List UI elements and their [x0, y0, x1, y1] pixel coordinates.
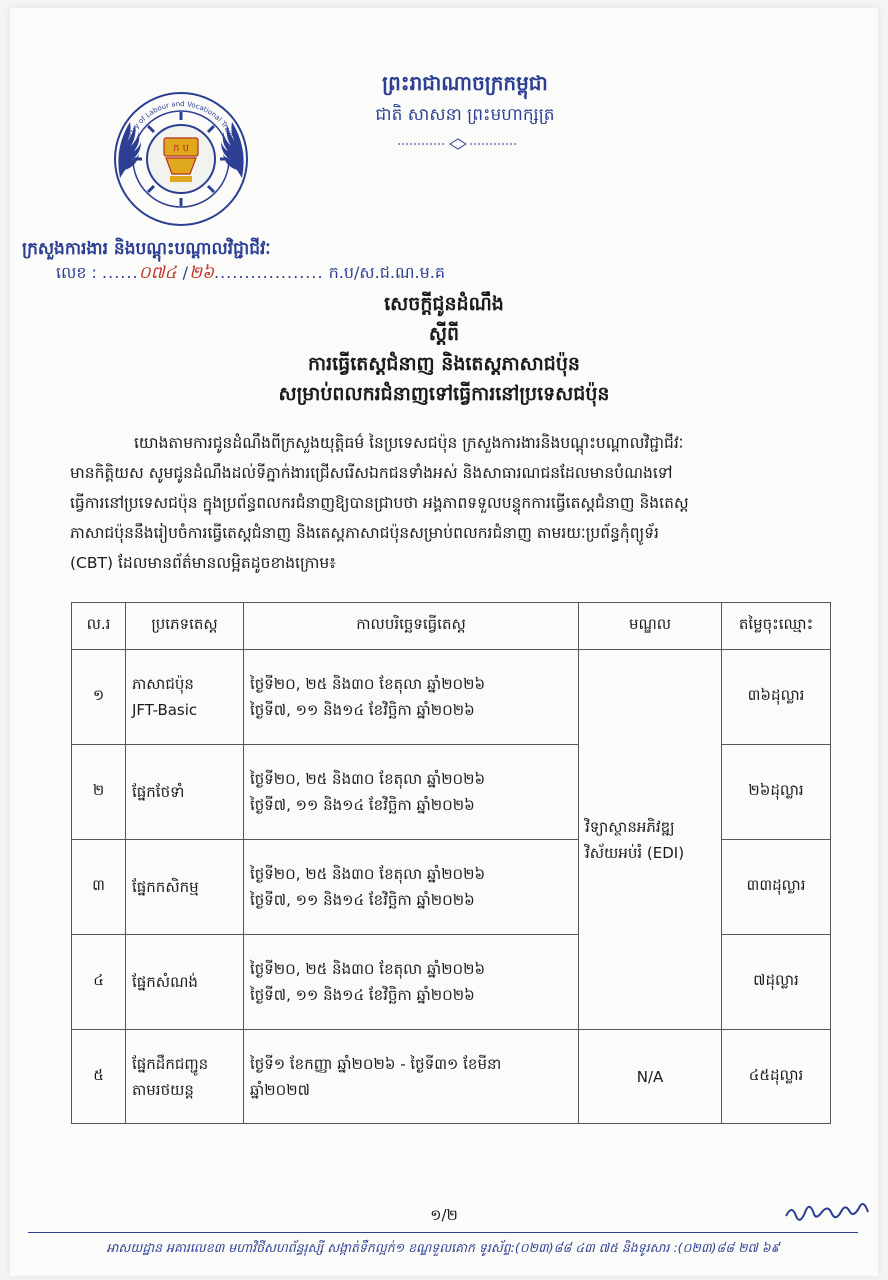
- ministry-name: ក្រសួងការងារ និងបណ្តុះបណ្តាលវិជ្ជាជីវៈ: [22, 239, 271, 259]
- row-dates: ថ្ងៃទី១ ខែកញ្ញា ឆ្នាំ២០២៦ - ថ្ងៃទី៣១ ខែមីនា ឆ្នាំ២០២៧: [244, 1030, 579, 1124]
- table-row: [72, 1030, 831, 1124]
- row-center-shared: វិទ្យាស្ថានអភិវឌ្ឍ វិស័យអប់រំ (EDI): [579, 650, 722, 1030]
- body-line: យោងតាមការជូនដំណឹងពីក្រសួងយុត្តិធម៌ នៃប្រទេសជប៉ុន ក្រសួងការងារនិងបណ្តុះបណ្តាលវិជ្ជាជីវៈ: [134, 434, 684, 452]
- header-test-date: កាលបរិច្ឆេទធ្វើតេស្ត: [244, 603, 579, 650]
- row-dates: ថ្ងៃទី២០, ២៥ និង៣០ ខែតុលា ឆ្នាំ២០២៦ ថ្ងៃទី៧, ១១ និង១៤ ខែវិច្ឆិកា ឆ្នាំ២០២៦: [244, 840, 579, 935]
- page-number: ១/២: [430, 1206, 458, 1224]
- notice-subject-line1: ការធ្វើតេស្តជំនាញ និងតេស្តភាសាជប៉ុន: [308, 353, 580, 375]
- row-dates: ថ្ងៃទី២០, ២៥ និង៣០ ខែតុលា ឆ្នាំ២០២៦ ថ្ងៃទី៧, ១១ និង១៤ ខែវិច្ឆិកា ឆ្នាំ២០២៦: [244, 745, 579, 840]
- row-no: ៣: [72, 840, 126, 935]
- handwritten-initials: [782, 1198, 876, 1228]
- row-dates: ថ្ងៃទី២០, ២៥ និង៣០ ខែតុលា ឆ្នាំ២០២៦ ថ្ងៃទី៧, ១១ និង១៤ ខែវិច្ឆិកា ឆ្នាំ២០២៦: [244, 650, 579, 745]
- row-center: N/A: [579, 1030, 722, 1124]
- body-line: ធ្វើការនៅប្រទេសជប៉ុន ក្នុងប្រព័ន្ធពលករជំនាញឱ្យបានជ្រាបថា អង្គភាពទទួលបន្ទុកការធ្វើតេស្តជំនាញ និងតេស្ត: [70, 494, 689, 512]
- footer-address: អាសយដ្ឋាន អគារលេខ៣ មហាវិថីសហព័ន្ធរុស្សី សង្កាត់ទឹកល្អក់១ ខណ្ឌទួលគោក ទូរស័ព្ទ:(០២៣)៨៨ ៤៣ ៧៥ និងទូរសារ :(០២៣)៨៨ ២៧ ៦៩: [106, 1240, 780, 1255]
- reference-number: លេខ : ......០៧៤ /២៦.................. ក.ប/ស.ជ.ណ.ម.គ: [56, 263, 445, 283]
- notice-subject-label: ស្តីពី: [428, 323, 460, 345]
- row-type: ផ្នែកថែទាំ: [126, 745, 244, 840]
- row-type: ផ្នែកកសិកម្ម: [126, 840, 244, 935]
- kingdom-heading: ព្រះរាជាណាចក្រកម្ពុជា: [382, 71, 548, 95]
- notice-body: [70, 428, 835, 578]
- row-dates: ថ្ងៃទី២០, ២៥ និង៣០ ខែតុលា ឆ្នាំ២០២៦ ថ្ងៃទី៧, ១១ និង១៤ ខែវិច្ឆិកា ឆ្នាំ២០២៦: [244, 935, 579, 1030]
- row-fee: ៧ដុល្លារ: [722, 935, 831, 1030]
- body-line: ភាសាជប៉ុននឹងរៀបចំការធ្វើតេស្តជំនាញ និងតេស្តភាសាជប៉ុនសម្រាប់ពលករជំនាញ តាមរយៈប្រព័ន្ធកុំព្យូទ័រ: [70, 524, 659, 542]
- notice-subject-line2: សម្រាប់ពលករជំនាញទៅធ្វើការនៅប្រទេសជប៉ុន: [278, 383, 610, 405]
- row-no: ១: [72, 650, 126, 745]
- ministry-logo: [108, 86, 254, 232]
- row-fee: ២៦ដុល្លារ: [722, 745, 831, 840]
- header-no: ល.រ: [72, 603, 126, 650]
- number-code: ក.ប/ស.ជ.ណ.ម.គ: [328, 263, 445, 282]
- row-fee: ៣៦ដុល្លារ: [722, 650, 831, 745]
- header-test-type: ប្រភេទតេស្ត: [126, 603, 244, 650]
- number-value: ០៧៤: [138, 263, 177, 283]
- row-no: ៤: [72, 935, 126, 1030]
- row-type: ផ្នែកដឹកជញ្ជូន តាមរថយន្ត: [126, 1030, 244, 1124]
- row-type: ផ្នែកសំណង់: [126, 935, 244, 1030]
- row-fee: ៣៣ដុល្លារ: [722, 840, 831, 935]
- number-label: លេខ :: [56, 263, 97, 282]
- test-schedule-table: [71, 602, 831, 1124]
- ornament-divider: [398, 138, 518, 150]
- row-no: ៥: [72, 1030, 126, 1124]
- notice-title: សេចក្តីជូនដំណឹង: [384, 293, 504, 315]
- row-no: ២: [72, 745, 126, 840]
- header-fee: តម្លៃចុះឈ្មោះ: [722, 603, 831, 650]
- number-year: ២៦: [189, 263, 214, 283]
- row-fee: ៤៥ដុល្លារ: [722, 1030, 831, 1124]
- svg-text:Ministry of Labour and Vocatio: Ministry of Labour and Vocational Training: [122, 99, 239, 152]
- table-row: [72, 650, 831, 745]
- header-center: មណ្ឌល: [579, 603, 722, 650]
- footer-divider: [28, 1232, 858, 1233]
- national-motto: ជាតិ សាសនា ព្រះមហាក្សត្រ: [375, 105, 555, 125]
- row-type: ភាសាជប៉ុន JFT-Basic: [126, 650, 244, 745]
- body-line: មានកិត្តិយស សូមជូនដំណឹងដល់ទីភ្នាក់ងារជ្រើសរើសឯកជនទាំងអស់ និងសាធារណជនដែលមានបំណងទៅ: [70, 464, 673, 482]
- svg-text:ក ប: ក ប: [173, 143, 189, 154]
- body-line: (CBT) ដែលមានព័ត៌មានលម្អិតដូចខាងក្រោម៖: [70, 554, 336, 572]
